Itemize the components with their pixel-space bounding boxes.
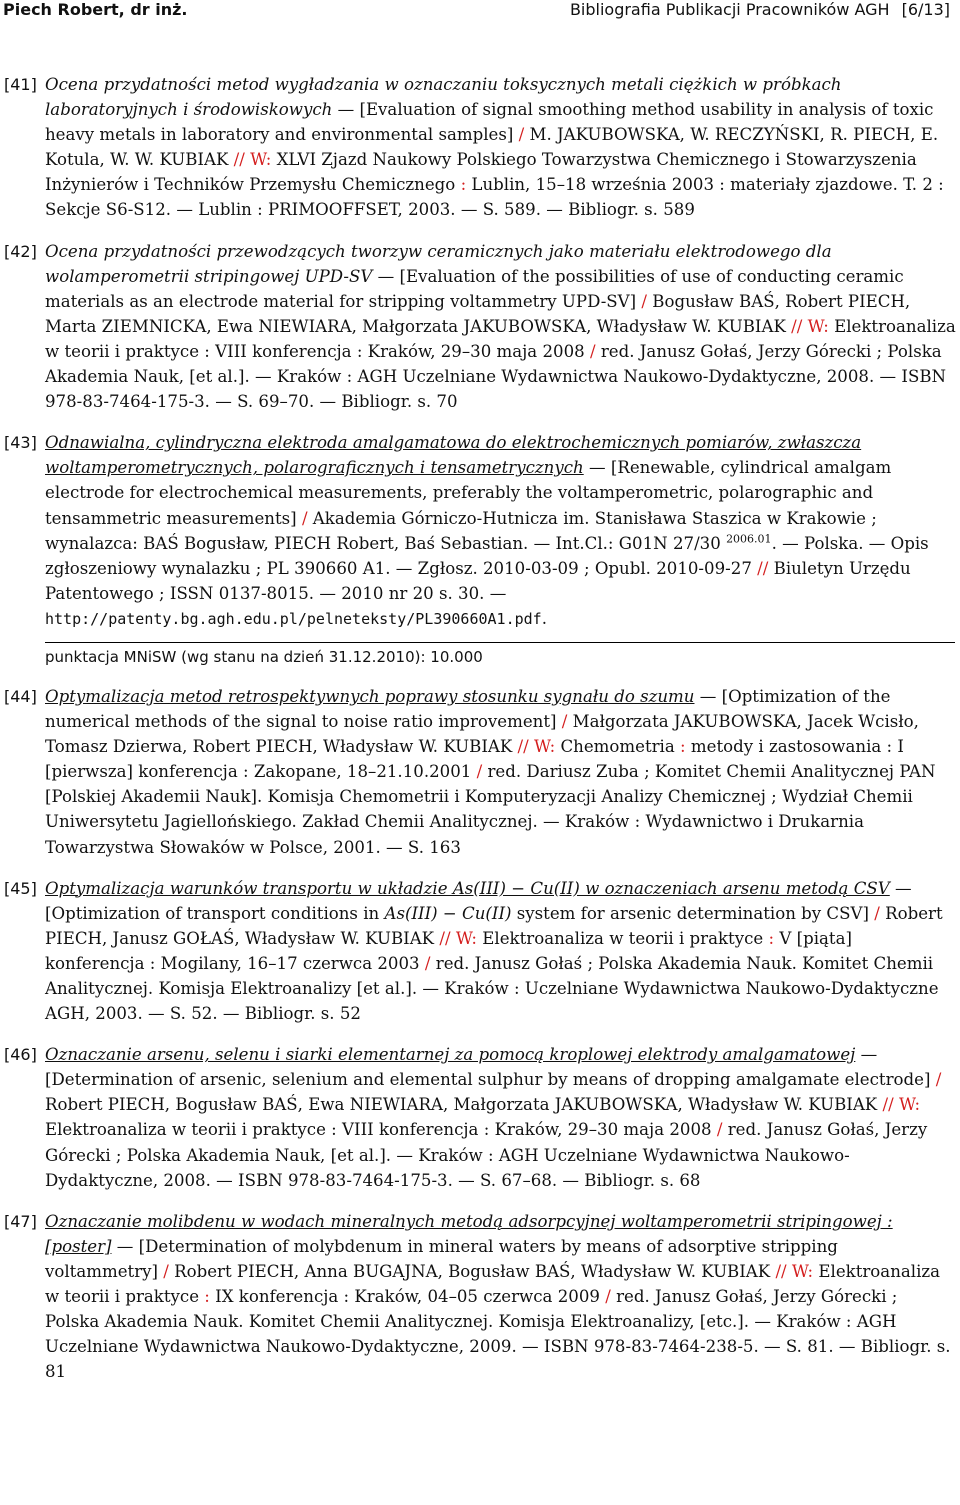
slash-separator: / bbox=[476, 762, 483, 782]
bibliography-entry bbox=[0, 684, 960, 860]
entry-authors: Akademia Górniczo-Hutnicza im. Stanisława Staszica w Krakowie ; wynalazca: BAŚ Bogusław, PIECH Robert, Baś Sebastian. — Int.Cl.: G01N 27/30 bbox=[45, 508, 877, 553]
slash-separator: / bbox=[874, 903, 880, 923]
slash-separator: / bbox=[561, 712, 568, 732]
entry-text: — [Determination of arsenic, selenium and elemental sulphur by means of dropping amalgamate electrode] bbox=[45, 1045, 936, 1090]
entry-number: [43] bbox=[4, 433, 37, 453]
colon-separator: : bbox=[768, 928, 775, 948]
entry-number: [41] bbox=[4, 75, 37, 94]
entry-authors: Małgorzata JAKUBOWSKA, Jacek Wcisło, Tomasz Dzierwa, Robert PIECH, Władysław W. KUBIAK bbox=[45, 712, 919, 757]
bibliography-list bbox=[0, 72, 960, 1400]
page-number: [6/13] bbox=[901, 0, 950, 19]
entry-title[interactable]: Optymalizacja warunków transportu w układzie As(III) − Cu(II) w oznaczeniach arsenu metodą CSV bbox=[45, 878, 890, 898]
entry-title[interactable]: Oznaczanie molibdenu w wodach mineralnych metodą adsorpcyjnej woltamperometrii stripingowej : [poster] bbox=[45, 1211, 893, 1256]
entry-source: . — Polska. — Opis zgłoszeniowy wynalazku ; PL 390660 A1. — Zgłosz. 2010-03-09 ; Opubl. 2010-09-27 bbox=[45, 533, 929, 578]
slash-separator: / bbox=[163, 1261, 169, 1281]
entry-text: — [Renewable, cylindrical amalgam electrode for electrochemical measurements, preferably the voltamperometric, polarographic and tensammetric measurements] bbox=[45, 458, 892, 528]
bibliography-entry bbox=[0, 239, 960, 415]
in-separator: // W: bbox=[882, 1095, 921, 1115]
slash-separator: / bbox=[605, 1287, 611, 1307]
bibliography-entry bbox=[0, 876, 960, 1027]
entry-details: red. Dariusz Zuba ; Komitet Chemii Analitycznej PAN [Polskiej Akademii Nauk]. Komisja Chemometrii i Komputeryzacji Analizy Chemicznej ; Wydział Chemii Uniwersytetu Jagiellońskiego. Zakład Chemii Analitycznej. — Kraków : Wydawnictwo i Drukarnia Towarzystwa Słowaków w Polsce, 2001. — S. 163 bbox=[45, 762, 936, 857]
entry-authors: Bogusław BAŚ, Robert PIECH, Marta ZIEMNICKA, Ewa NIEWIARA, Małgorzata JAKUBOWSKA, Władysław W. KUBIAK bbox=[45, 291, 911, 336]
colon-separator: : bbox=[460, 175, 467, 195]
entry-authors: M. JAKUBOWSKA, W. RECZYŃSKI, R. PIECH, E. Kotula, W. W. KUBIAK bbox=[45, 125, 939, 170]
in-separator: // W: bbox=[791, 316, 829, 336]
entry-text: — [Evaluation of the possibilities of use of conducting ceramic materials as an electrode material for stripping voltammetry UPD-SV] bbox=[45, 266, 904, 311]
document-title: Bibliografia Publikacji Pracowników AGH bbox=[569, 0, 890, 19]
entry-text: — [Determination of molybdenum in mineral waters by means of adsorptive stripping voltammetry] bbox=[45, 1236, 838, 1281]
mnisw-points: punktacja MNiSW (wg stanu na dzień 31.12.2010): 10.000 bbox=[45, 642, 955, 666]
entry-text: — [Optimization of the numerical methods of the signal to noise ratio improvement] bbox=[45, 686, 891, 732]
in-separator: // W: bbox=[517, 737, 556, 757]
bibliography-entry bbox=[0, 1042, 960, 1193]
slash-separator: / bbox=[589, 341, 596, 361]
entry-title[interactable]: Odnawialna, cylindryczna elektroda amalgamatowa do elektrochemicznych pomiarów, zwłaszcza woltamperometrycznych, polarograficznych i tensametrycznych bbox=[45, 433, 862, 478]
entry-details: red. Janusz Gołaś, Jerzy Górecki ; Polska Akademia Nauk, [et al.]. — Kraków : AGH Uczelniane Wydawnictwa Naukowo-Dydaktyczne, 2008. — ISBN 978-83-7464-175-3. — S. 67–68. — Bibliogr. s. 68 bbox=[45, 1120, 928, 1190]
colon-separator: : bbox=[204, 1287, 210, 1307]
slash-separator: / bbox=[716, 1120, 723, 1140]
entry-authors: Robert PIECH, Janusz GOŁAŚ, Władysław W. KUBIAK bbox=[45, 903, 943, 948]
in-separator: // W: bbox=[233, 150, 272, 170]
entry-details: red. Janusz Gołaś ; Polska Akademia Nauk. Komitet Chemii Analitycznej. Komisja Elektroanalizy [et al.]. — Kraków : Uczelniane Wydawnictwa Naukowo-Dydaktyczne AGH, 2003. — S. 52. — Bibliogr. s. 52 bbox=[45, 953, 939, 1024]
entry-title[interactable]: Ocena przydatności przewodzących tworzyw ceramicznych jako materiału elektrodowego dla wolamperometrii stripingowej UPD-SV bbox=[45, 241, 832, 286]
entry-source: Elektroanaliza w teorii i praktyce bbox=[477, 928, 769, 948]
entry-conference: IX konferencja : Kraków, 04–05 czerwca 2009 bbox=[209, 1287, 606, 1307]
entry-text: — [Evaluation of signal smoothing method usability in analysis of toxic heavy metals in laboratory and environmental samples] bbox=[45, 100, 934, 145]
entry-number: [46] bbox=[4, 1045, 37, 1065]
bibliography-entry bbox=[0, 1209, 960, 1385]
slash-separator: / bbox=[935, 1070, 942, 1090]
entry-number: [47] bbox=[4, 1211, 37, 1231]
author-name: Piech Robert, dr inż. bbox=[3, 0, 188, 19]
entry-title[interactable]: Oznaczanie arsenu, selenu i siarki elementarnej za pomocą kroplowej elektrody amalgamatowej bbox=[45, 1045, 856, 1065]
entry-end: . bbox=[541, 608, 547, 628]
entry-source: Elektroanaliza w teorii i praktyce bbox=[45, 1261, 941, 1307]
classification-version: 2006.01 bbox=[726, 532, 772, 546]
header-right bbox=[570, 0, 950, 19]
in-separator: // W: bbox=[439, 928, 478, 948]
entry-text: — [Optimization of transport conditions in bbox=[45, 878, 912, 923]
entry-conference: metody i zastosowania : I [pierwsza] konferencja : Zakopane, 18–21.10.2001 bbox=[45, 737, 904, 782]
entry-details: red. Janusz Gołaś, Jerzy Górecki ; Polska Akademia Nauk. Komitet Chemii Analitycznej. Komisja Elektroanalizy, [etc.]. — Kraków : AGH Uczelniane Wydawnictwa Naukowo-Dydaktyczne, 2009. — ISBN 978-83-7464-238-5. — S. 81. — Bibliogr. s. 81 bbox=[45, 1287, 951, 1382]
entry-details: Biuletyn Urzędu Patentowego ; ISSN 0137-8015. — 2010 nr 20 s. 30. — bbox=[45, 558, 911, 603]
slash-separator: / bbox=[301, 508, 308, 528]
slash-separator: / bbox=[424, 953, 431, 973]
page-header bbox=[0, 0, 960, 22]
entry-number: [45] bbox=[4, 878, 37, 898]
entry-title[interactable]: Optymalizacja metod retrospektywnych poprawy stosunku sygnału do szumu bbox=[45, 686, 695, 706]
entry-source: Elektroanaliza w teorii i praktyce : VIII konferencja : Kraków, 29–30 maja 2008 bbox=[45, 316, 956, 361]
formula: As(III) − Cu(II) bbox=[384, 903, 512, 923]
slash-separator: / bbox=[641, 291, 647, 311]
entry-source: Chemometria bbox=[555, 737, 681, 757]
entry-number: [44] bbox=[4, 686, 37, 706]
fulltext-link[interactable]: http://patenty.bg.agh.edu.pl/pelneteksty/PL390660A1.pdf bbox=[45, 609, 542, 628]
entry-source: Elektroanaliza w teorii i praktyce : VIII konferencja : Kraków, 29–30 maja 2008 bbox=[45, 1120, 717, 1140]
bibliography-entry bbox=[0, 72, 960, 223]
entry-conference: V [piąta] konferencja : Mogilany, 16–17 czerwca 2003 bbox=[45, 928, 852, 973]
entry-authors: Robert PIECH, Bogusław BAŚ, Ewa NIEWIARA, Małgorzata JAKUBOWSKA, Władysław W. KUBIAK bbox=[45, 1095, 883, 1115]
entry-details: Lublin, 15–18 września 2003 : materiały zjazdowe. T. 2 : Sekcje S6-S12. — Lublin : PRIMOOFFSET, 2003. — S. 589. — Bibliogr. s. 589 bbox=[45, 175, 944, 220]
bibliography-entry bbox=[0, 430, 960, 632]
entry-authors: Robert PIECH, Anna BUGAJNA, Bogusław BAŚ, Władysław W. KUBIAK bbox=[168, 1261, 776, 1281]
colon-separator: : bbox=[680, 737, 686, 757]
entry-number: [42] bbox=[4, 241, 37, 261]
double-slash-separator: // bbox=[757, 558, 769, 578]
entry-text-cont: system for arsenic determination by CSV] bbox=[511, 903, 875, 923]
entry-title[interactable]: Ocena przydatności metod wygładzania w oznaczaniu toksycznych metali ciężkich w próbkach laboratoryjnych i środowiskowych bbox=[45, 75, 842, 120]
entry-source: XLVI Zjazd Naukowy Polskiego Towarzystwa Chemicznego i Stowarzyszenia Inżynierów i Techników Przemysłu Chemicznego bbox=[45, 150, 917, 195]
entry-details: red. Janusz Gołaś, Jerzy Górecki ; Polska Akademia Nauk, [et al.]. — Kraków : AGH Uczelniane Wydawnictwa Naukowo-Dydaktyczne, 2008. — ISBN 978-83-7464-175-3. — S. 69–70. — Bibliogr. s. 70 bbox=[45, 341, 947, 412]
in-separator: // W: bbox=[775, 1261, 814, 1281]
slash-separator: / bbox=[518, 125, 525, 145]
